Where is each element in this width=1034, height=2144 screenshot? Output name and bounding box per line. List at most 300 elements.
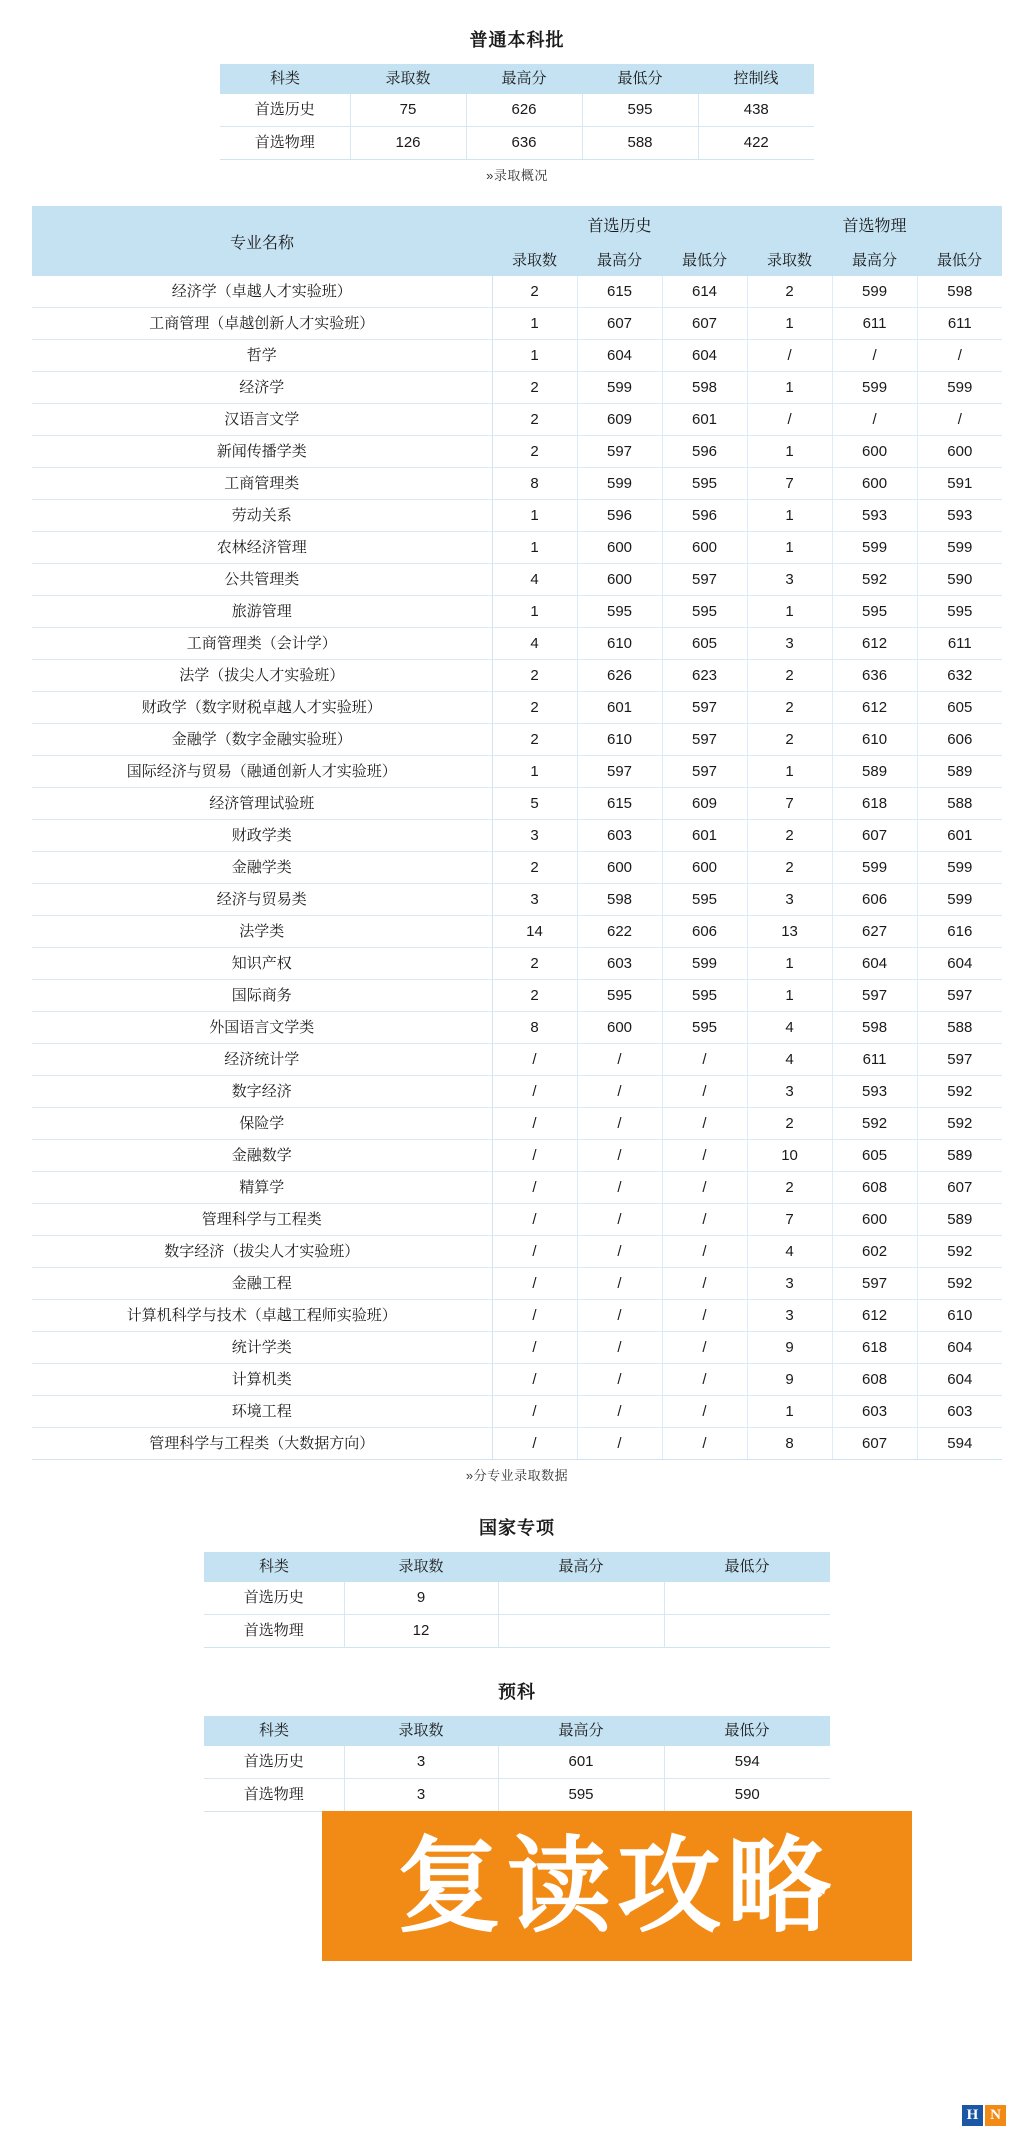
cell-lishi-zuigao: 610 — [577, 628, 662, 660]
cell-lishi-zuidi: / — [662, 1172, 747, 1204]
col-zuigaofen: 最高分 — [498, 1552, 664, 1582]
cell-wuli-luqushu: 1 — [747, 980, 832, 1012]
table-row — [32, 724, 1002, 756]
table-row — [32, 916, 1002, 948]
cell-wuli-zuidi: 611 — [917, 308, 1002, 340]
table-header-row — [204, 1716, 830, 1746]
cell-lishi-luqushu: / — [492, 1172, 577, 1204]
section-putong — [0, 26, 1034, 184]
major-name: 经济与贸易类 — [32, 884, 492, 916]
cell-lishi-luqushu: / — [492, 1332, 577, 1364]
cell-lishi-luqushu: / — [492, 1428, 577, 1460]
cell-wuli-zuidi: 592 — [917, 1076, 1002, 1108]
table-row — [32, 564, 1002, 596]
table-row — [32, 1204, 1002, 1236]
cell-lishi-luqushu: / — [492, 1108, 577, 1140]
col-zhuanye-mingcheng: 专业名称 — [32, 206, 492, 276]
cell-wuli-luqushu: 3 — [747, 1268, 832, 1300]
cell-lishi-zuigao: 626 — [577, 660, 662, 692]
cell-wuli-zuidi: 592 — [917, 1268, 1002, 1300]
cell-lishi-zuidi: 599 — [662, 948, 747, 980]
col-zuigaofen: 最高分 — [466, 64, 582, 94]
cell-zuigaofen: 595 — [498, 1779, 664, 1812]
cell-lishi-zuidi: / — [662, 1300, 747, 1332]
putong-table — [220, 64, 814, 160]
cell-lishi-luqushu: 2 — [492, 276, 577, 308]
cell-lishi-zuigao: 600 — [577, 1012, 662, 1044]
table-row — [32, 948, 1002, 980]
cell-lishi-zuigao: / — [577, 1300, 662, 1332]
cell-lishi-luqushu: 2 — [492, 852, 577, 884]
major-name: 金融学（数字金融实验班） — [32, 724, 492, 756]
cell-wuli-luqushu: 2 — [747, 1172, 832, 1204]
cell-wuli-zuidi: 589 — [917, 1204, 1002, 1236]
col-lishi-zuigao: 最高分 — [577, 242, 662, 276]
cell-lishi-zuigao: / — [577, 1076, 662, 1108]
logo-letter-n: N — [985, 2105, 1006, 2126]
cell-lishi-zuigao: / — [577, 1108, 662, 1140]
cell-lishi-zuidi: 595 — [662, 884, 747, 916]
cell-lishi-zuigao: 609 — [577, 404, 662, 436]
yuke-table — [204, 1716, 830, 1812]
cell-lishi-zuidi: 597 — [662, 756, 747, 788]
col-luqushu: 录取数 — [344, 1716, 498, 1746]
cell-lishi-zuigao: 603 — [577, 948, 662, 980]
table-row — [32, 628, 1002, 660]
cell-lishi-zuidi: / — [662, 1076, 747, 1108]
cell-lishi-zuidi: 609 — [662, 788, 747, 820]
table-row — [32, 756, 1002, 788]
cell-wuli-zuigao: 608 — [832, 1364, 917, 1396]
cell-lishi-luqushu: 5 — [492, 788, 577, 820]
cell-wuli-zuidi: 597 — [917, 1044, 1002, 1076]
cell-lishi-luqushu: / — [492, 1076, 577, 1108]
section-title-yuke: 预科 — [498, 1682, 536, 1702]
col-luqushu: 录取数 — [344, 1552, 498, 1582]
major-name: 公共管理类 — [32, 564, 492, 596]
cell-lishi-luqushu: 1 — [492, 532, 577, 564]
cell-wuli-luqushu: 7 — [747, 788, 832, 820]
cell-wuli-zuigao: 618 — [832, 1332, 917, 1364]
cell-kongzhixian: 422 — [698, 127, 814, 160]
cell-lishi-zuidi: / — [662, 1428, 747, 1460]
cell-wuli-zuidi: 600 — [917, 436, 1002, 468]
col-luqushu: 录取数 — [350, 64, 466, 94]
cell-wuli-luqushu: 7 — [747, 468, 832, 500]
cell-lishi-zuidi: 606 — [662, 916, 747, 948]
cell-wuli-zuigao: 597 — [832, 1268, 917, 1300]
cell-wuli-zuidi: 601 — [917, 820, 1002, 852]
major-name: 国际商务 — [32, 980, 492, 1012]
section-guojia-zhuanxiang — [0, 1514, 1034, 1648]
cell-kelei: 首选物理 — [204, 1615, 344, 1648]
table-row — [32, 372, 1002, 404]
col-zuidifen: 最低分 — [664, 1716, 830, 1746]
cell-lishi-luqushu: 3 — [492, 884, 577, 916]
table-row — [204, 1746, 830, 1779]
col-wuli-zuigao: 最高分 — [832, 242, 917, 276]
cell-wuli-luqushu: 1 — [747, 596, 832, 628]
cell-lishi-zuidi: / — [662, 1332, 747, 1364]
section-title-guojia: 国家专项 — [479, 1518, 555, 1538]
major-name: 新闻传播学类 — [32, 436, 492, 468]
cell-wuli-zuigao: 599 — [832, 276, 917, 308]
cell-lishi-luqushu: 3 — [492, 820, 577, 852]
cell-wuli-luqushu: 2 — [747, 660, 832, 692]
table-row — [204, 1582, 830, 1615]
cell-lishi-zuidi: 598 — [662, 372, 747, 404]
cell-lishi-zuidi: 601 — [662, 820, 747, 852]
table-row — [220, 94, 814, 127]
table-row — [32, 596, 1002, 628]
table-row — [32, 1332, 1002, 1364]
cell-lishi-zuigao: / — [577, 1204, 662, 1236]
cell-wuli-luqushu: 3 — [747, 1300, 832, 1332]
cell-zuigaofen — [498, 1615, 664, 1648]
cell-wuli-zuidi: / — [917, 340, 1002, 372]
table-row — [32, 1428, 1002, 1460]
cell-lishi-luqushu: / — [492, 1364, 577, 1396]
cell-lishi-zuidi: 597 — [662, 692, 747, 724]
cell-wuli-luqushu: / — [747, 340, 832, 372]
table-header-row — [220, 64, 814, 94]
major-name: 管理科学与工程类 — [32, 1204, 492, 1236]
cell-zuidifen: 588 — [582, 127, 698, 160]
cell-wuli-zuigao: 600 — [832, 468, 917, 500]
cell-lishi-zuigao: / — [577, 1364, 662, 1396]
cell-luqushu: 9 — [344, 1582, 498, 1615]
cell-wuli-zuidi: 616 — [917, 916, 1002, 948]
cell-zuigaofen — [498, 1582, 664, 1615]
cell-wuli-luqushu: 2 — [747, 276, 832, 308]
watermark-text: 复读攻略 — [396, 1825, 837, 1947]
cell-wuli-zuidi: 597 — [917, 980, 1002, 1012]
cell-lishi-zuidi: / — [662, 1396, 747, 1428]
cell-lishi-luqushu: 4 — [492, 628, 577, 660]
cell-luqushu: 12 — [344, 1615, 498, 1648]
major-name: 计算机科学与技术（卓越工程师实验班） — [32, 1300, 492, 1332]
col-lishi-luqushu: 录取数 — [492, 242, 577, 276]
cell-wuli-zuidi: 603 — [917, 1396, 1002, 1428]
table-row — [32, 308, 1002, 340]
cell-wuli-zuigao: 599 — [832, 532, 917, 564]
col-kongzhixian: 控制线 — [698, 64, 814, 94]
cell-wuli-zuidi: / — [917, 404, 1002, 436]
cell-zuidifen — [664, 1615, 830, 1648]
major-name: 金融工程 — [32, 1268, 492, 1300]
cell-wuli-zuigao: 593 — [832, 1076, 917, 1108]
major-name: 金融学类 — [32, 852, 492, 884]
cell-lishi-luqushu: 1 — [492, 756, 577, 788]
cell-wuli-zuigao: 636 — [832, 660, 917, 692]
cell-wuli-luqushu: 2 — [747, 692, 832, 724]
cell-wuli-zuidi: 588 — [917, 1012, 1002, 1044]
major-name: 法学（拔尖人才实验班） — [32, 660, 492, 692]
cell-wuli-luqushu: 1 — [747, 1396, 832, 1428]
table-row — [32, 660, 1002, 692]
cell-wuli-zuidi: 595 — [917, 596, 1002, 628]
cell-wuli-zuidi: 599 — [917, 884, 1002, 916]
major-name: 计算机类 — [32, 1364, 492, 1396]
major-name: 农林经济管理 — [32, 532, 492, 564]
major-name: 管理科学与工程类（大数据方向） — [32, 1428, 492, 1460]
cell-wuli-zuigao: 611 — [832, 308, 917, 340]
cell-wuli-luqushu: 10 — [747, 1140, 832, 1172]
caption-fenzhuanye: »分专业录取数据 — [465, 1468, 569, 1483]
logo — [962, 2105, 1006, 2126]
cell-wuli-zuigao: 600 — [832, 1204, 917, 1236]
table-row — [32, 340, 1002, 372]
cell-wuli-zuidi: 632 — [917, 660, 1002, 692]
cell-lishi-luqushu: 1 — [492, 596, 577, 628]
cell-wuli-luqushu: 4 — [747, 1012, 832, 1044]
cell-zuigaofen: 601 — [498, 1746, 664, 1779]
cell-lishi-zuigao: / — [577, 1236, 662, 1268]
cell-wuli-zuigao: / — [832, 340, 917, 372]
cell-lishi-zuigao: 598 — [577, 884, 662, 916]
cell-lishi-luqushu: 1 — [492, 308, 577, 340]
major-table-body — [32, 276, 1002, 1460]
cell-lishi-zuidi: / — [662, 1236, 747, 1268]
cell-wuli-zuigao: 611 — [832, 1044, 917, 1076]
cell-lishi-zuigao: / — [577, 1268, 662, 1300]
cell-wuli-zuidi: 604 — [917, 1332, 1002, 1364]
table-row — [32, 980, 1002, 1012]
cell-luqushu: 75 — [350, 94, 466, 127]
cell-lishi-zuigao: 615 — [577, 788, 662, 820]
cell-wuli-luqushu: 4 — [747, 1044, 832, 1076]
major-name: 哲学 — [32, 340, 492, 372]
cell-wuli-zuigao: 618 — [832, 788, 917, 820]
cell-lishi-luqushu: 2 — [492, 692, 577, 724]
cell-wuli-luqushu: 1 — [747, 756, 832, 788]
cell-lishi-zuigao: 597 — [577, 756, 662, 788]
cell-zuidifen: 590 — [664, 1779, 830, 1812]
cell-wuli-zuidi: 599 — [917, 852, 1002, 884]
cell-wuli-zuidi: 589 — [917, 756, 1002, 788]
col-zuidifen: 最低分 — [582, 64, 698, 94]
cell-lishi-luqushu: 1 — [492, 340, 577, 372]
table-row — [32, 1012, 1002, 1044]
col-wuli-zuidi: 最低分 — [917, 242, 1002, 276]
cell-lishi-zuigao: 600 — [577, 532, 662, 564]
cell-kelei: 首选历史 — [204, 1582, 344, 1615]
caption-luqu-gaikuang: »录取概况 — [486, 168, 548, 183]
major-name: 汉语言文学 — [32, 404, 492, 436]
cell-wuli-luqushu: 9 — [747, 1332, 832, 1364]
table-row — [32, 532, 1002, 564]
cell-lishi-zuidi: / — [662, 1268, 747, 1300]
cell-lishi-zuidi: 614 — [662, 276, 747, 308]
cell-wuli-luqushu: 9 — [747, 1364, 832, 1396]
cell-lishi-zuigao: 615 — [577, 276, 662, 308]
cell-lishi-zuigao: 610 — [577, 724, 662, 756]
cell-wuli-zuidi: 591 — [917, 468, 1002, 500]
major-name: 数字经济（拔尖人才实验班） — [32, 1236, 492, 1268]
col-zuidifen: 最低分 — [664, 1552, 830, 1582]
cell-lishi-zuidi: / — [662, 1044, 747, 1076]
cell-lishi-zuigao: / — [577, 1140, 662, 1172]
cell-lishi-zuigao: / — [577, 1428, 662, 1460]
cell-lishi-zuigao: 595 — [577, 596, 662, 628]
table-row — [32, 820, 1002, 852]
cell-wuli-luqushu: 3 — [747, 564, 832, 596]
cell-wuli-zuidi: 611 — [917, 628, 1002, 660]
col-wuli-luqushu: 录取数 — [747, 242, 832, 276]
col-zuigaofen: 最高分 — [498, 1716, 664, 1746]
cell-wuli-zuigao: 589 — [832, 756, 917, 788]
cell-lishi-zuidi: 601 — [662, 404, 747, 436]
cell-wuli-zuidi: 599 — [917, 532, 1002, 564]
cell-wuli-luqushu: 1 — [747, 532, 832, 564]
major-name: 金融数学 — [32, 1140, 492, 1172]
cell-lishi-luqushu: / — [492, 1396, 577, 1428]
major-name: 统计学类 — [32, 1332, 492, 1364]
major-name: 知识产权 — [32, 948, 492, 980]
cell-wuli-zuigao: 592 — [832, 564, 917, 596]
cell-wuli-zuidi: 598 — [917, 276, 1002, 308]
major-name: 工商管理类 — [32, 468, 492, 500]
major-name: 经济学 — [32, 372, 492, 404]
table-row — [32, 1300, 1002, 1332]
cell-wuli-zuigao: 610 — [832, 724, 917, 756]
cell-lishi-luqushu: 2 — [492, 660, 577, 692]
section-title-putong: 普通本科批 — [469, 30, 565, 50]
cell-luqushu: 3 — [344, 1779, 498, 1812]
cell-wuli-luqushu: / — [747, 404, 832, 436]
cell-wuli-zuigao: 595 — [832, 596, 917, 628]
cell-kongzhixian: 438 — [698, 94, 814, 127]
cell-wuli-zuigao: 612 — [832, 628, 917, 660]
major-name: 工商管理（卓越创新人才实验班） — [32, 308, 492, 340]
cell-wuli-luqushu: 3 — [747, 1076, 832, 1108]
table-row — [32, 500, 1002, 532]
cell-wuli-zuidi: 604 — [917, 948, 1002, 980]
cell-wuli-zuidi: 594 — [917, 1428, 1002, 1460]
cell-lishi-zuidi: 597 — [662, 564, 747, 596]
cell-wuli-zuigao: 607 — [832, 1428, 917, 1460]
major-name: 旅游管理 — [32, 596, 492, 628]
cell-wuli-luqushu: 13 — [747, 916, 832, 948]
cell-lishi-luqushu: 8 — [492, 468, 577, 500]
cell-lishi-luqushu: 2 — [492, 436, 577, 468]
major-name: 财政学（数字财税卓越人才实验班） — [32, 692, 492, 724]
cell-wuli-zuigao: 604 — [832, 948, 917, 980]
cell-lishi-zuidi: 595 — [662, 596, 747, 628]
cell-wuli-zuidi: 592 — [917, 1236, 1002, 1268]
cell-kelei: 首选历史 — [220, 94, 350, 127]
cell-lishi-zuidi: 596 — [662, 500, 747, 532]
major-name: 数字经济 — [32, 1076, 492, 1108]
cell-zuidifen: 594 — [664, 1746, 830, 1779]
major-name: 国际经济与贸易（融通创新人才实验班） — [32, 756, 492, 788]
cell-wuli-zuidi: 590 — [917, 564, 1002, 596]
table-row — [32, 884, 1002, 916]
major-name: 保险学 — [32, 1108, 492, 1140]
major-name: 环境工程 — [32, 1396, 492, 1428]
cell-kelei: 首选物理 — [220, 127, 350, 160]
cell-lishi-luqushu: 4 — [492, 564, 577, 596]
table-row — [32, 468, 1002, 500]
cell-lishi-zuigao: 599 — [577, 372, 662, 404]
table-row — [32, 1364, 1002, 1396]
cell-wuli-luqushu: 4 — [747, 1236, 832, 1268]
cell-wuli-zuigao: 608 — [832, 1172, 917, 1204]
cell-lishi-zuigao: 597 — [577, 436, 662, 468]
cell-lishi-zuigao: / — [577, 1332, 662, 1364]
table-row — [32, 1396, 1002, 1428]
col-kelei: 科类 — [204, 1552, 344, 1582]
cell-wuli-zuigao: 603 — [832, 1396, 917, 1428]
major-name: 财政学类 — [32, 820, 492, 852]
group-header-lishi: 首选历史 — [492, 206, 747, 242]
cell-lishi-luqushu: 2 — [492, 980, 577, 1012]
major-name: 工商管理类（会计学） — [32, 628, 492, 660]
cell-wuli-zuidi: 607 — [917, 1172, 1002, 1204]
cell-lishi-zuidi: / — [662, 1364, 747, 1396]
table-row — [32, 436, 1002, 468]
cell-wuli-zuigao: 592 — [832, 1108, 917, 1140]
cell-lishi-zuidi: 597 — [662, 724, 747, 756]
cell-wuli-zuigao: 602 — [832, 1236, 917, 1268]
major-name: 精算学 — [32, 1172, 492, 1204]
cell-wuli-zuigao: 627 — [832, 916, 917, 948]
cell-wuli-zuidi: 599 — [917, 372, 1002, 404]
cell-lishi-zuidi: 596 — [662, 436, 747, 468]
cell-lishi-luqushu: 1 — [492, 500, 577, 532]
cell-wuli-luqushu: 8 — [747, 1428, 832, 1460]
cell-lishi-zuidi: 600 — [662, 852, 747, 884]
cell-wuli-luqushu: 3 — [747, 884, 832, 916]
cell-wuli-zuigao: 605 — [832, 1140, 917, 1172]
logo-letter-h: H — [962, 2105, 983, 2126]
table-group-header-row — [32, 206, 1002, 242]
table-row — [32, 1172, 1002, 1204]
cell-wuli-zuidi: 588 — [917, 788, 1002, 820]
cell-wuli-luqushu: 2 — [747, 820, 832, 852]
cell-wuli-zuigao: 597 — [832, 980, 917, 1012]
cell-lishi-zuigao: 604 — [577, 340, 662, 372]
cell-kelei: 首选历史 — [204, 1746, 344, 1779]
cell-lishi-zuigao: 600 — [577, 852, 662, 884]
table-row — [32, 1076, 1002, 1108]
cell-zuidifen — [664, 1582, 830, 1615]
table-row — [32, 1268, 1002, 1300]
cell-lishi-luqushu: 2 — [492, 404, 577, 436]
table-row — [32, 1044, 1002, 1076]
major-name: 经济统计学 — [32, 1044, 492, 1076]
cell-wuli-zuidi: 610 — [917, 1300, 1002, 1332]
major-name: 经济管理试验班 — [32, 788, 492, 820]
cell-zuidifen: 595 — [582, 94, 698, 127]
cell-lishi-zuigao: 607 — [577, 308, 662, 340]
cell-lishi-zuidi: 604 — [662, 340, 747, 372]
cell-wuli-luqushu: 1 — [747, 948, 832, 980]
cell-lishi-luqushu: / — [492, 1044, 577, 1076]
cell-wuli-luqushu: 1 — [747, 436, 832, 468]
cell-wuli-luqushu: 2 — [747, 724, 832, 756]
table-row — [204, 1615, 830, 1648]
cell-wuli-zuigao: 599 — [832, 372, 917, 404]
table-row — [32, 1140, 1002, 1172]
cell-lishi-zuigao: 603 — [577, 820, 662, 852]
cell-wuli-zuigao: 593 — [832, 500, 917, 532]
cell-lishi-luqushu: 2 — [492, 372, 577, 404]
major-table — [32, 206, 1002, 1460]
cell-wuli-zuigao: 612 — [832, 692, 917, 724]
cell-wuli-zuigao: 607 — [832, 820, 917, 852]
cell-lishi-zuigao: 595 — [577, 980, 662, 1012]
